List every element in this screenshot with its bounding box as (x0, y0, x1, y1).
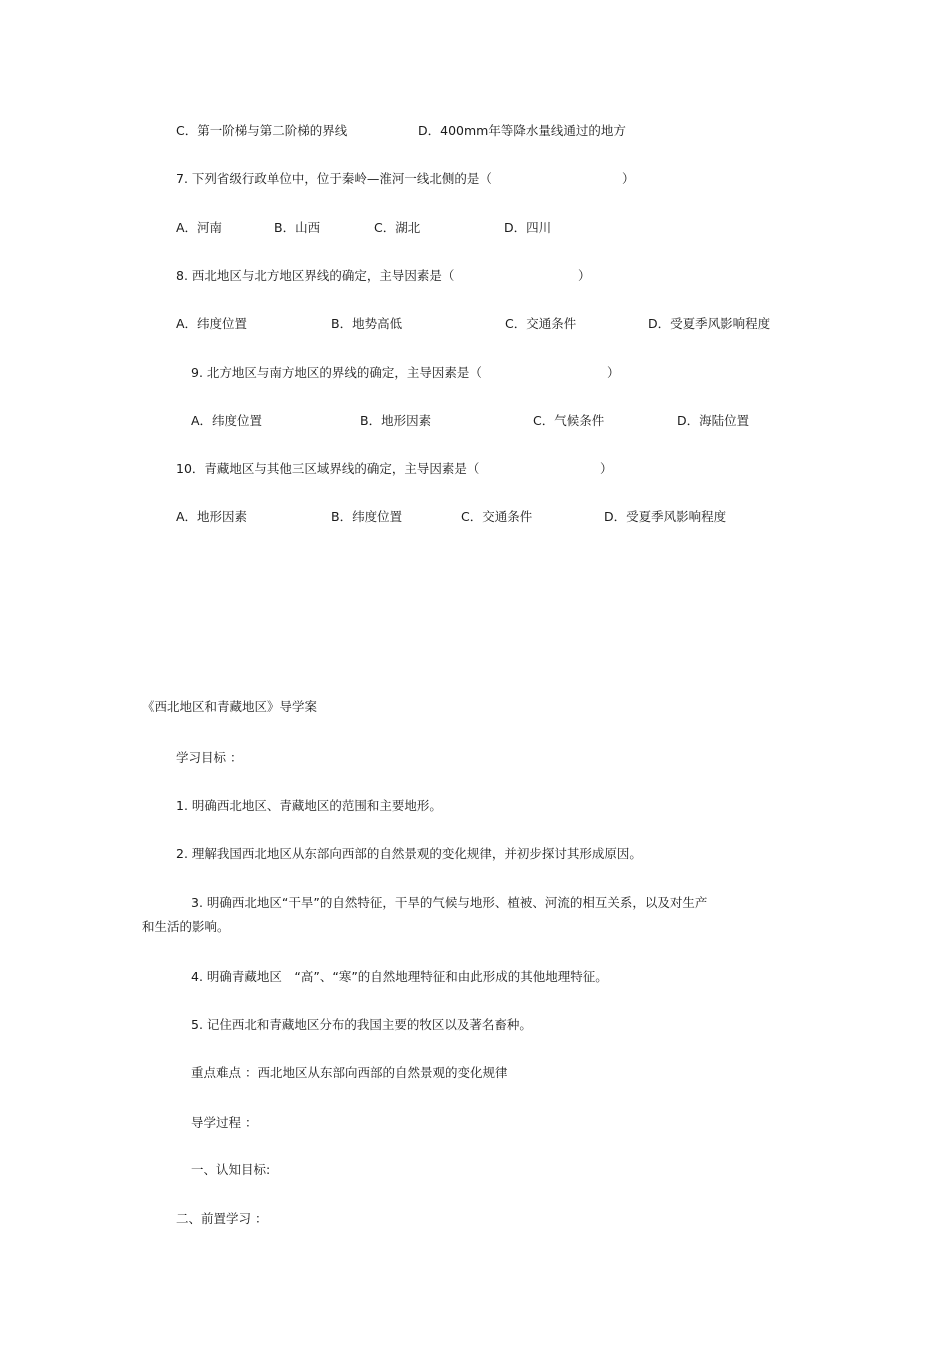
q9-option-a: A．纬度位置 (191, 413, 263, 428)
q10-close-paren: ） (600, 461, 613, 476)
q10-stem: 10．青藏地区与其他三区域界线的确定，主导因素是（ (176, 461, 480, 476)
key-points: 重点难点 ：西北地区从东部向西部的自然景观的变化规律 (191, 1065, 508, 1080)
q7-stem: 7. 下列省级行政单位中，位于秦岭—淮河一线北侧的是（ (176, 171, 492, 186)
objective-3-continued: 和生活的影响。 (142, 919, 230, 934)
process-heading: 导学过程 ： (191, 1115, 258, 1130)
objective-4: 4. 明确青藏地区 “高”、“寒”的自然地理特征和由此形成的其他地理特征。 (191, 969, 608, 984)
q9-stem: 9. 北方地区与南方地区的界线的确定，主导因素是（ (191, 365, 482, 380)
q9-option-d: D．海陆位置 (677, 413, 750, 428)
objective-1: 1. 明确西北地区、青藏地区的范围和主要地形。 (176, 798, 442, 813)
q8-option-a: A．纬度位置 (176, 316, 248, 331)
objectives-heading: 学习目标 ： (176, 750, 243, 765)
q8-option-d: D．受夏季风影响程度 (648, 316, 771, 331)
q9-close-paren: ） (607, 365, 620, 380)
q10-option-a: A．地形因素 (176, 509, 248, 524)
q7-option-c: C．湖北 (374, 220, 421, 235)
q7-option-d: D．四川 (504, 220, 552, 235)
q10-option-d: D．受夏季风影响程度 (604, 509, 727, 524)
q6-option-c: C．第一阶梯与第二阶梯的界线 (176, 123, 348, 138)
q6-option-d: D．400mm年等降水量线通过的地方 (418, 123, 626, 138)
guide-title: 《西北地区和青藏地区》导学案 (142, 699, 318, 714)
q8-stem: 8. 西北地区与北方地区界线的确定，主导因素是（ (176, 268, 455, 283)
q7-option-a: A．河南 (176, 220, 223, 235)
q7-option-b: B．山西 (274, 220, 321, 235)
step-1-heading: 一、认知目标: (191, 1162, 271, 1177)
q8-close-paren: ） (578, 268, 591, 283)
objective-3: 3. 明确西北地区“干旱”的自然特征，干旱的气候与地形、植被、河流的相互关系，以及对生产 (191, 895, 708, 910)
q9-option-b: B．地形因素 (360, 413, 432, 428)
q9-option-c: C．气候条件 (533, 413, 605, 428)
q10-option-c: C．交通条件 (461, 509, 533, 524)
q8-option-c: C．交通条件 (505, 316, 577, 331)
q10-option-b: B．纬度位置 (331, 509, 403, 524)
objective-5: 5. 记住西北和青藏地区分布的我国主要的牧区以及著名畜种。 (191, 1017, 532, 1032)
step-2-heading: 二、前置学习 ： (176, 1211, 268, 1226)
q8-option-b: B．地势高低 (331, 316, 403, 331)
q7-close-paren: ） (622, 171, 635, 186)
objective-2: 2. 理解我国西北地区从东部向西部的自然景观的变化规律，并初步探讨其形成原因。 (176, 846, 642, 861)
